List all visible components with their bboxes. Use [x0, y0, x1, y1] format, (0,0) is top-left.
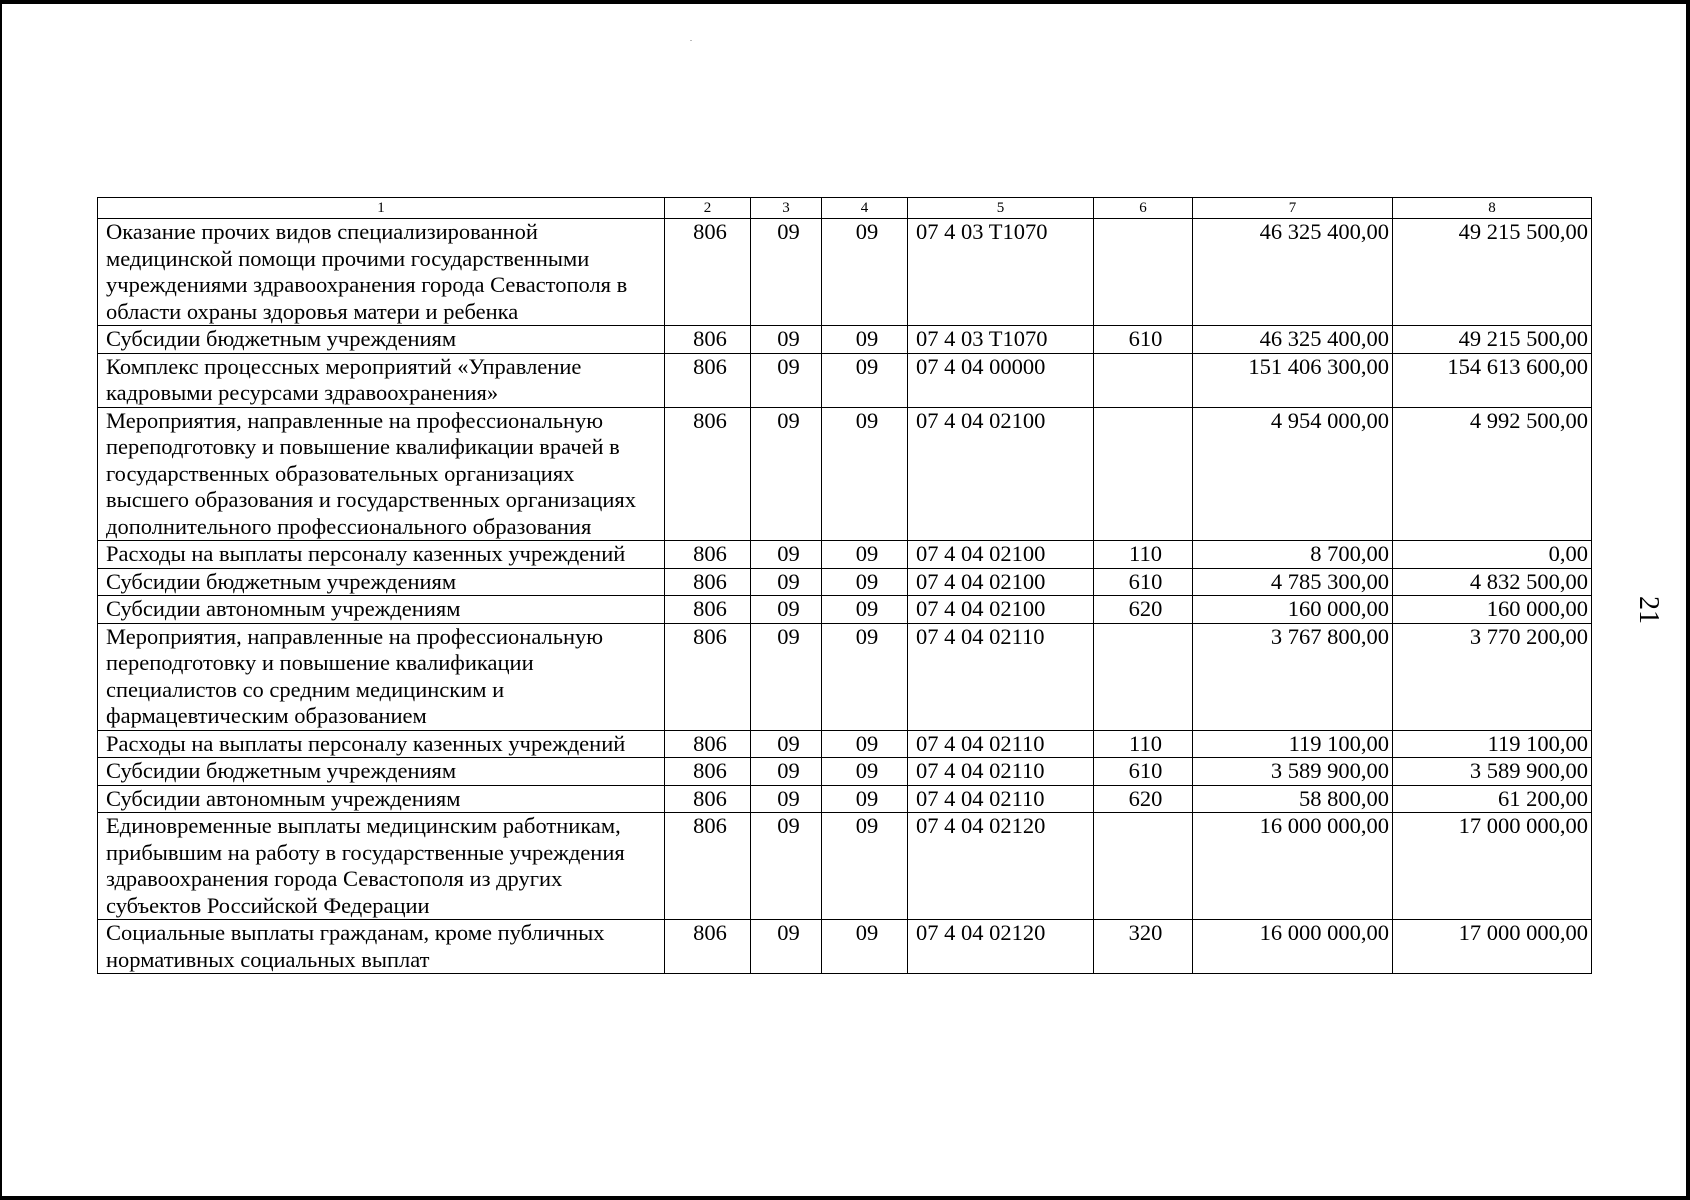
row-program: 07 4 03 T1070 [908, 219, 1094, 326]
row-type [1094, 623, 1193, 730]
column-header-5: 5 [908, 198, 1094, 219]
row-subsection: 09 [822, 730, 908, 758]
row-section: 09 [751, 813, 822, 920]
row-amount-7: 16 000 000,00 [1193, 813, 1393, 920]
row-section: 09 [751, 596, 822, 624]
row-type: 610 [1094, 326, 1193, 354]
row-program: 07 4 04 02100 [908, 407, 1094, 541]
row-code: 806 [665, 730, 751, 758]
row-section: 09 [751, 353, 822, 407]
row-amount-8: 3 589 900,00 [1393, 758, 1592, 786]
row-amount-7: 151 406 300,00 [1193, 353, 1393, 407]
table-row [98, 596, 1592, 624]
budget-table [97, 197, 1592, 974]
row-program: 07 4 04 02100 [908, 568, 1094, 596]
row-code: 806 [665, 920, 751, 974]
row-name: Расходы на выплаты персоналу казенных учреждений [98, 541, 665, 569]
row-amount-7: 16 000 000,00 [1193, 920, 1393, 974]
column-header-7: 7 [1193, 198, 1393, 219]
row-program: 07 4 04 02100 [908, 596, 1094, 624]
row-amount-8: 17 000 000,00 [1393, 920, 1592, 974]
row-type: 620 [1094, 785, 1193, 813]
row-amount-7: 8 700,00 [1193, 541, 1393, 569]
row-code: 806 [665, 785, 751, 813]
row-amount-8: 4 992 500,00 [1393, 407, 1592, 541]
row-section: 09 [751, 623, 822, 730]
row-type [1094, 353, 1193, 407]
row-program: 07 4 04 02110 [908, 623, 1094, 730]
row-amount-8: 0,00 [1393, 541, 1592, 569]
row-type [1094, 219, 1193, 326]
row-type: 620 [1094, 596, 1193, 624]
row-section: 09 [751, 407, 822, 541]
row-name: Мероприятия, направленные на профессиональную переподготовку и повышение квалификации специалистов со средним медицинским и фармацевтическим образованием [98, 623, 665, 730]
column-header-3: 3 [751, 198, 822, 219]
row-program: 07 4 04 02100 [908, 541, 1094, 569]
table-row [98, 407, 1592, 541]
row-name: Расходы на выплаты персоналу казенных учреждений [98, 730, 665, 758]
row-subsection: 09 [822, 407, 908, 541]
row-amount-8: 154 613 600,00 [1393, 353, 1592, 407]
table-row [98, 813, 1592, 920]
row-amount-8: 49 215 500,00 [1393, 219, 1592, 326]
row-name: Единовременные выплаты медицинским работникам, прибывшим на работу в государственные учреждения здравоохранения города Севастополя из других субъектов Российской Федерации [98, 813, 665, 920]
row-amount-7: 4 954 000,00 [1193, 407, 1393, 541]
row-name: Субсидии бюджетным учреждениям [98, 758, 665, 786]
row-amount-7: 4 785 300,00 [1193, 568, 1393, 596]
table-row [98, 219, 1592, 326]
row-code: 806 [665, 623, 751, 730]
column-header-6: 6 [1094, 198, 1193, 219]
table-row [98, 758, 1592, 786]
row-amount-7: 46 325 400,00 [1193, 219, 1393, 326]
row-type: 110 [1094, 541, 1193, 569]
row-subsection: 09 [822, 568, 908, 596]
row-amount-7: 58 800,00 [1193, 785, 1393, 813]
row-subsection: 09 [822, 758, 908, 786]
scan-border-top [0, 0, 1690, 4]
row-program: 07 4 04 02110 [908, 785, 1094, 813]
row-program: 07 4 04 02120 [908, 920, 1094, 974]
row-amount-8: 17 000 000,00 [1393, 813, 1592, 920]
row-type: 110 [1094, 730, 1193, 758]
row-amount-8: 119 100,00 [1393, 730, 1592, 758]
column-header-1: 1 [98, 198, 665, 219]
row-section: 09 [751, 219, 822, 326]
row-section: 09 [751, 920, 822, 974]
row-name: Мероприятия, направленные на профессиональную переподготовку и повышение квалификации врачей в государственных образовательных организациях высшего образования и государственных организациях дополнительного профессионального образования [98, 407, 665, 541]
row-code: 806 [665, 353, 751, 407]
row-subsection: 09 [822, 920, 908, 974]
table-row [98, 353, 1592, 407]
table-row [98, 920, 1592, 974]
row-code: 806 [665, 219, 751, 326]
column-header-8: 8 [1393, 198, 1592, 219]
row-subsection: 09 [822, 596, 908, 624]
row-code: 806 [665, 596, 751, 624]
row-amount-7: 3 589 900,00 [1193, 758, 1393, 786]
table-row [98, 623, 1592, 730]
scan-speck [690, 40, 692, 41]
row-section: 09 [751, 730, 822, 758]
row-name: Социальные выплаты гражданам, кроме публичных нормативных социальных выплат [98, 920, 665, 974]
row-subsection: 09 [822, 219, 908, 326]
scan-border-bottom [0, 1196, 1690, 1200]
row-code: 806 [665, 326, 751, 354]
row-program: 07 4 04 02110 [908, 730, 1094, 758]
row-amount-8: 61 200,00 [1393, 785, 1592, 813]
row-amount-7: 3 767 800,00 [1193, 623, 1393, 730]
table-row [98, 541, 1592, 569]
row-section: 09 [751, 541, 822, 569]
row-name: Оказание прочих видов специализированной медицинской помощи прочими государственными учреждениями здравоохранения города Севастополя в области охраны здоровья матери и ребенка [98, 219, 665, 326]
row-section: 09 [751, 326, 822, 354]
column-header-4: 4 [822, 198, 908, 219]
row-amount-8: 4 832 500,00 [1393, 568, 1592, 596]
scan-border-right [1686, 0, 1690, 1200]
row-type: 610 [1094, 568, 1193, 596]
row-subsection: 09 [822, 785, 908, 813]
row-name: Комплекс процессных мероприятий «Управление кадровыми ресурсами здравоохранения» [98, 353, 665, 407]
row-subsection: 09 [822, 326, 908, 354]
row-program: 07 4 03 T1070 [908, 326, 1094, 354]
row-name: Субсидии бюджетным учреждениям [98, 326, 665, 354]
row-amount-8: 3 770 200,00 [1393, 623, 1592, 730]
row-section: 09 [751, 568, 822, 596]
column-header-2: 2 [665, 198, 751, 219]
row-program: 07 4 04 00000 [908, 353, 1094, 407]
row-name: Субсидии автономным учреждениям [98, 785, 665, 813]
row-type: 610 [1094, 758, 1193, 786]
row-amount-8: 160 000,00 [1393, 596, 1592, 624]
table-body [98, 219, 1592, 974]
row-amount-7: 46 325 400,00 [1193, 326, 1393, 354]
row-code: 806 [665, 758, 751, 786]
row-program: 07 4 04 02110 [908, 758, 1094, 786]
row-section: 09 [751, 758, 822, 786]
row-code: 806 [665, 568, 751, 596]
row-code: 806 [665, 407, 751, 541]
row-subsection: 09 [822, 623, 908, 730]
row-program: 07 4 04 02120 [908, 813, 1094, 920]
row-amount-8: 49 215 500,00 [1393, 326, 1592, 354]
table-header-row [98, 198, 1592, 219]
row-name: Субсидии автономным учреждениям [98, 596, 665, 624]
table-row [98, 568, 1592, 596]
row-subsection: 09 [822, 813, 908, 920]
row-subsection: 09 [822, 353, 908, 407]
table-row [98, 785, 1592, 813]
row-section: 09 [751, 785, 822, 813]
table-row [98, 730, 1592, 758]
table-row [98, 326, 1592, 354]
row-amount-7: 119 100,00 [1193, 730, 1393, 758]
row-name: Субсидии бюджетным учреждениям [98, 568, 665, 596]
row-type: 320 [1094, 920, 1193, 974]
row-type [1094, 813, 1193, 920]
row-subsection: 09 [822, 541, 908, 569]
scan-border-left [0, 0, 2, 1200]
row-code: 806 [665, 813, 751, 920]
page-number: 21 [1633, 596, 1664, 624]
row-amount-7: 160 000,00 [1193, 596, 1393, 624]
row-type [1094, 407, 1193, 541]
row-code: 806 [665, 541, 751, 569]
